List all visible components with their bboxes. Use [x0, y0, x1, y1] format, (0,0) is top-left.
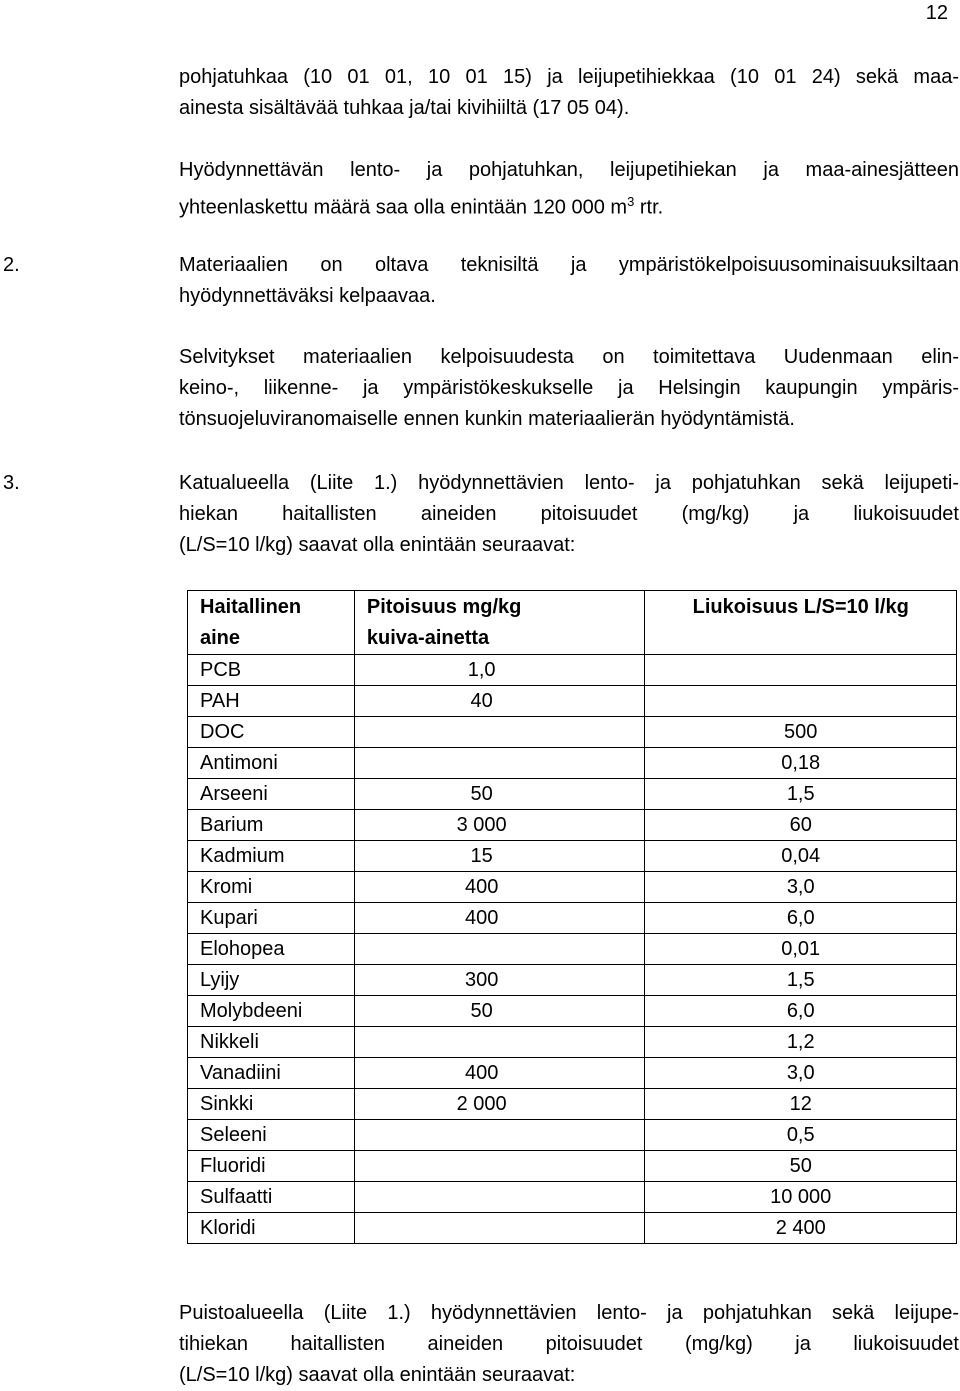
- table-row: [188, 655, 957, 686]
- concentration-cell: [354, 1120, 645, 1151]
- table-header-row: [188, 591, 957, 655]
- paragraph-line: keino-, liikenne- ja ympäristökeskukselle ja Helsingin kaupungin ympäris-: [179, 377, 959, 399]
- header-text: Liukoisuus L/S=10 l/kg: [692, 596, 909, 618]
- paragraph-line: (L/S=10 l/kg) saavat olla enintään seuraavat:: [179, 534, 576, 556]
- header-solubility: [645, 591, 957, 655]
- concentration-cell: [354, 1213, 645, 1244]
- solubility-cell: 10 000: [645, 1182, 957, 1213]
- solubility-cell: 0,5: [645, 1120, 957, 1151]
- substance-cell: Fluoridi: [188, 1151, 355, 1182]
- concentration-cell: 400: [354, 1058, 645, 1089]
- solubility-cell: 500: [645, 717, 957, 748]
- table-row: [188, 1027, 957, 1058]
- solubility-cell: 0,04: [645, 841, 957, 872]
- concentration-cell: 15: [354, 841, 645, 872]
- substance-cell: Kadmium: [188, 841, 355, 872]
- table-row: [188, 965, 957, 996]
- concentration-cell: 2 000: [354, 1089, 645, 1120]
- paragraph-line: tönsuojeluviranomaiselle ennen kunkin materiaalierän hyödyntämistä.: [179, 408, 795, 430]
- solubility-cell: 12: [645, 1089, 957, 1120]
- substance-cell: Seleeni: [188, 1120, 355, 1151]
- substance-cell: Vanadiini: [188, 1058, 355, 1089]
- substance-cell: Elohopea: [188, 934, 355, 965]
- table-row: [188, 1213, 957, 1244]
- page-number: 12: [925, 2, 948, 24]
- solubility-cell: 3,0: [645, 1058, 957, 1089]
- paragraph-street-area: [179, 468, 959, 561]
- concentration-cell: [354, 1027, 645, 1058]
- concentration-cell: 50: [354, 779, 645, 810]
- limits-table-body: [188, 655, 957, 1244]
- table-row: [188, 872, 957, 903]
- paragraph-line: pohjatuhkaa (10 01 01, 10 01 15) ja leijupetihiekkaa (10 01 24) sekä maa-: [179, 66, 959, 88]
- concentration-cell: [354, 748, 645, 779]
- solubility-cell: 0,01: [645, 934, 957, 965]
- concentration-cell: 400: [354, 872, 645, 903]
- substance-cell: Arseeni: [188, 779, 355, 810]
- concentration-cell: 3 000: [354, 810, 645, 841]
- paragraph-material-suitability: [179, 250, 959, 312]
- table-row: [188, 1058, 957, 1089]
- concentration-cell: 300: [354, 965, 645, 996]
- table-row: [188, 686, 957, 717]
- amount-text: yhteenlaskettu määrä saa olla enintään 120 000 m: [179, 196, 628, 219]
- header-text: Haitallinen: [200, 596, 302, 618]
- table-row: [188, 810, 957, 841]
- solubility-cell: 6,0: [645, 996, 957, 1027]
- limits-table: [187, 590, 957, 1244]
- solubility-cell: 1,5: [645, 779, 957, 810]
- paragraph-line: hiekan haitallisten aineiden pitoisuudet (mg/kg) ja liukoisuudet: [179, 503, 959, 525]
- substance-cell: Kupari: [188, 903, 355, 934]
- substance-cell: Kloridi: [188, 1213, 355, 1244]
- solubility-cell: 2 400: [645, 1213, 957, 1244]
- solubility-cell: 6,0: [645, 903, 957, 934]
- amount-unit: rtr.: [634, 196, 664, 219]
- substance-cell: PAH: [188, 686, 355, 717]
- paragraph-line: Katualueella (Liite 1.) hyödynnettävien lento- ja pohjatuhkan sekä leijupeti-: [179, 472, 959, 494]
- solubility-cell: 0,18: [645, 748, 957, 779]
- table-row: [188, 1151, 957, 1182]
- paragraph-line: (L/S=10 l/kg) saavat olla enintään seuraavat:: [179, 1364, 576, 1386]
- table-row: [188, 1089, 957, 1120]
- paragraph-line: ainesta sisältävää tuhkaa ja/tai kivihiiltä (17 05 04).: [179, 97, 630, 119]
- header-concentration: [354, 591, 645, 655]
- substance-cell: Molybdeeni: [188, 996, 355, 1027]
- solubility-cell: [645, 655, 957, 686]
- header-text: aine: [200, 627, 241, 649]
- concentration-cell: [354, 1182, 645, 1213]
- substance-cell: Kromi: [188, 872, 355, 903]
- substance-cell: Nikkeli: [188, 1027, 355, 1058]
- section-number-2: 2.: [3, 254, 20, 276]
- concentration-cell: [354, 934, 645, 965]
- header-text: Pitoisuus mg/kg: [366, 596, 522, 618]
- solubility-cell: 1,5: [645, 965, 957, 996]
- concentration-cell: 40: [354, 686, 645, 717]
- substance-cell: PCB: [188, 655, 355, 686]
- table-row: [188, 841, 957, 872]
- substance-cell: Lyijy: [188, 965, 355, 996]
- substance-cell: Sinkki: [188, 1089, 355, 1120]
- paragraph-total-amount: [179, 155, 959, 224]
- concentration-cell: 50: [354, 996, 645, 1027]
- solubility-cell: 3,0: [645, 872, 957, 903]
- substance-cell: DOC: [188, 717, 355, 748]
- concentration-cell: [354, 1151, 645, 1182]
- solubility-cell: 60: [645, 810, 957, 841]
- substance-cell: Sulfaatti: [188, 1182, 355, 1213]
- table-row: [188, 934, 957, 965]
- table-row: [188, 1182, 957, 1213]
- table-row: [188, 748, 957, 779]
- paragraph-line: Materiaalien on oltava teknisiltä ja ympäristökelpoisuusominaisuuksiltaan: [179, 254, 959, 276]
- paragraph-line: hyödynnettäväksi kelpaavaa.: [179, 285, 436, 307]
- paragraph-ash-types: [179, 62, 959, 124]
- table-row: [188, 996, 957, 1027]
- paragraph-line: [179, 186, 959, 224]
- cubic-superscript: 3: [627, 194, 635, 209]
- paragraph-line: tihiekan haitallisten aineiden pitoisuudet (mg/kg) ja liukoisuudet: [179, 1333, 959, 1355]
- paragraph-line: Selvitykset materiaalien kelpoisuudesta on toimitettava Uudenmaan elin-: [179, 346, 959, 368]
- substance-cell: Antimoni: [188, 748, 355, 779]
- paragraph-reports: [179, 342, 959, 435]
- solubility-cell: [645, 686, 957, 717]
- paragraph-park-area: [179, 1298, 959, 1391]
- concentration-cell: 400: [354, 903, 645, 934]
- table-row: [188, 1120, 957, 1151]
- paragraph-line: Puistoalueella (Liite 1.) hyödynnettävien lento- ja pohjatuhkan sekä leijupe-: [179, 1302, 959, 1324]
- concentration-cell: [354, 717, 645, 748]
- header-text: kuiva-ainetta: [366, 627, 490, 649]
- header-substance: [188, 591, 355, 655]
- substance-cell: Barium: [188, 810, 355, 841]
- paragraph-line: Hyödynnettävän lento- ja pohjatuhkan, leijupetihiekan ja maa-ainesjätteen: [179, 159, 959, 181]
- section-number-3: 3.: [3, 472, 20, 494]
- solubility-cell: 50: [645, 1151, 957, 1182]
- table-row: [188, 717, 957, 748]
- concentration-cell: 1,0: [354, 655, 645, 686]
- solubility-cell: 1,2: [645, 1027, 957, 1058]
- table-row: [188, 903, 957, 934]
- table-row: [188, 779, 957, 810]
